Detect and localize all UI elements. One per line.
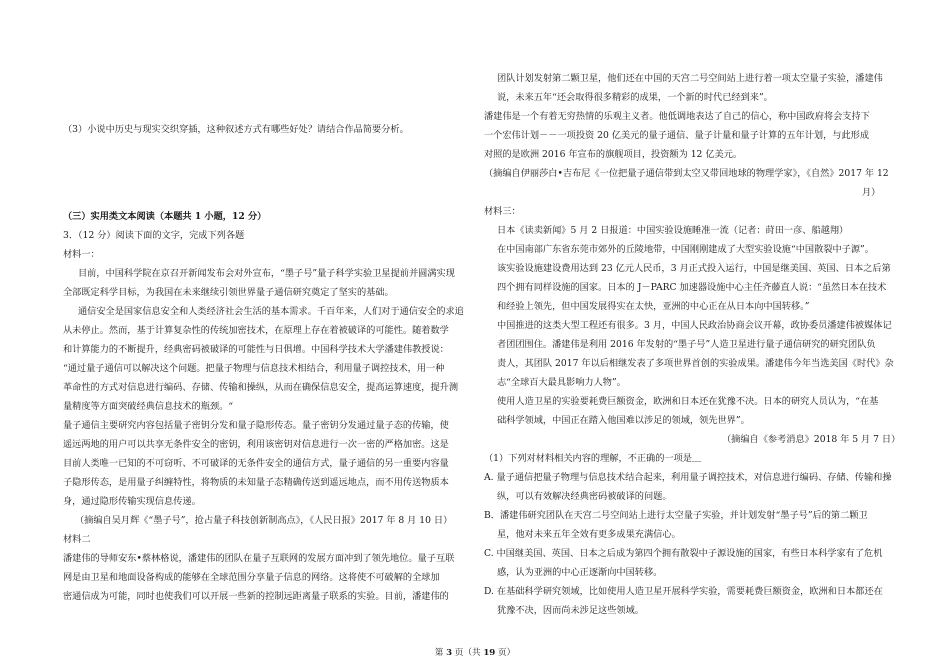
m2-cont-line: 团队计划发射第二颗卫星，他们还在中国的天宫二号空间站上进行着一项太空量子实验，潘建伟 [497, 73, 883, 84]
m2-line: 潘建伟的导师安东•蔡林格说，潘建伟的团队在量子互联网的发展方面冲到了领先地位。量子互联 [63, 553, 455, 564]
m1-line: 通信安全是国家信息安全和人类经济社会生活的基本需求。千百年来，人们对于通信安全的求追 [78, 306, 464, 317]
option-b-cont: 星，他对未来五年全效有更多成果充满信心。 [497, 529, 681, 540]
section-title: （三）实用类文本阅读（本题共 1 小题，12 分） [63, 211, 267, 222]
m1-line: 从未停止。然而，基于计算复杂性的传统加密技术，在原理上存在着被破译的可能性。随着数学 [63, 325, 449, 336]
m1-line: 目前，中国科学院在京召开新闻发布会对外宣布，“墨子号”量子科学实验卫星提前并圆满实现 [78, 268, 455, 279]
m3-line: 日本《读卖新闻》5 月 2 日报道：中国实验设施睡准一流（记者：莳田一彦、船越翔） [497, 225, 849, 236]
m3-line: 四个拥有同样设施的国家。日本的 J－PARC 加速器设施中心主任齐藤直人说：“虽然日本在技术 [497, 282, 887, 293]
m3-line: 责人，其团队 2017 年以后相继发表了多项世界首创的实验成果。潘建伟今年当选美国《时代》杂 [497, 358, 894, 369]
m3-source: （摘编自《参考消息》2018 年 5 月 7 日） [722, 434, 901, 445]
option-c-cont: 感，认为亚洲的中心正逐渐向中国转移。 [497, 567, 663, 578]
option-b: B．潘建伟研究团队在天宫二号空间站上进行太空量子实验，并计划发射“墨子号”后的第二颗卫 [484, 510, 868, 521]
option-d: D. 在基础科学研究领域，比如使用人造卫星开展科学实验，需要耗费巨额资金，欧洲和日本都还在 [484, 586, 883, 597]
m1-line: 量精度等方面突破经典信息技术的瓶颈。“ [63, 401, 234, 412]
material-1-label: 材料一： [63, 249, 100, 260]
option-a: A. 量子通信把量子物理与信息技术结合起来，利用量子调控技术，对信息进行编码、存储、传输和操 [484, 472, 892, 483]
m2-cont-line: 说，未来五年“还会取得很多精彩的成果，一个新的时代已经到来”。 [497, 92, 773, 103]
m3-line: 础科学领域，中国正在踏入他国难以涉足的领域，领先世界”。 [497, 415, 750, 426]
material-2-label: 材料二 [63, 534, 91, 545]
material-3-label: 材料三： [484, 206, 521, 217]
m3-line: 中国推进的这类大型工程还有很多。3 月，中国人民政治协商会议开幕，政协委员潘建伟被媒体记 [497, 320, 892, 331]
q3-prompt: （3）小说中历史与现实交织穿插，这种叙述方式有哪些好处？请结合作品简要分析。 [63, 124, 409, 135]
m2-cont-line: 潘建伟是一个有着无穷热情的乐观主义者。他低调地表达了自己的信心，称中国政府将会支持下 [484, 111, 870, 122]
m3-line: 和经验上领先，但中国发展得实在太快，亚洲的中心正在从日本向中国转移。” [497, 301, 810, 312]
m3-line: 使用人造卫星的实验要耗费巨额资金，欧洲和日本还在犹豫不决。日本的研究人员认为，“在基 [497, 396, 879, 407]
m1-line: 和计算能力的不断提升，经典密码被破译的可能性与日俱增。中国科学技术大学潘建伟教授说： [63, 344, 449, 355]
m3-line: 志“全球百大最具影响力人物”。 [497, 377, 626, 388]
option-c: C. 中国继美国、英国、日本之后成为第四个拥有散裂中子源设施的国家，有些日本科学家有了危机 [484, 548, 883, 559]
m1-line: “通过量子通信可以解决这个问题。把量子物理与信息技术相结合，利用量子调控技术，用一种 [63, 363, 445, 374]
m1-line: 身，通过隐形传输实现信息传递。 [63, 496, 201, 507]
m3-line: 者团团围住。潘建伟是利用 2016 年发射的“墨子号”人造卫星进行量子通信研究的研究团队负 [497, 339, 876, 350]
m2-line: 密通信成为可能，同时也使我们可以开展一些新的控制远距离量子联系的实验。目前，潘建伟的 [63, 591, 449, 602]
m2-cont-line: 一个宏伟计划－－一项投资 20 亿美元的量子通信、量子计量和量子计算的五年计划，与此形成 [484, 130, 870, 141]
option-d-cont: 犹豫不决，因而尚未涉足这些领域。 [497, 605, 644, 616]
question-intro: 3．（12 分）阅读下面的文字，完成下列各题 [63, 230, 245, 241]
m1-source: （摘编自吴月辉《“墨子号”，抢占量子科技创新制高点》，《人民日报》2017 年 8 月 10 日） [75, 515, 453, 526]
total-pages: 19 [483, 648, 496, 658]
m1-line: 遥远两地的用户可以共享无条件安全的密钥，利用该密钥对信息进行一次一密的严格加密。这是 [63, 439, 449, 450]
m3-line: 在中国南部广东省东莞市郊外的丘陵地带，中国刚刚建成了大型实验设施“中国散裂中子源”。 [497, 244, 874, 255]
option-a-cont: 纵，可以有效解决经典密码被破译的问题。 [497, 491, 672, 502]
m2-source-end: 月） [862, 187, 881, 198]
m1-line: 量子通信主要研究内容包括量子密钥分发和量子隐形传态。量子密钥分发通过量子态的传输，使 [63, 420, 449, 431]
m1-line: 目前人类唯一已知的不可窃听、不可破译的无条件安全的通信方式，量子通信的另一重要内容量 [63, 458, 449, 469]
m3-line: 该实验设施建设费用达到 23 亿元人民币，3 月正式投入运行，中国是继美国、英国、日本之后第 [497, 263, 891, 274]
m1-line: 革命性的方式对信息进行编码、存储、传输和操纵，从而在确保信息安全，提高运算速度，提升测 [63, 382, 459, 393]
m1-line: 全部既定科学目标，为我国在未来继续引领世界量子通信研究奠定了坚实的基础。 [63, 287, 394, 298]
m2-source: （摘编自伊丽莎白•吉布尼《一位把量子通信带到太空又带回地球的物理学家》，《自然》2017 年 12 [484, 168, 889, 179]
m2-cont-line: 对照的是欧洲 2016 年宣布的旗舰项目，投资额为 12 亿美元。 [484, 149, 743, 160]
page-number: 第 3 页（共 19 页） [434, 648, 516, 658]
question-1-stem: （1）下列对材料相关内容的理解，不正确的一项是＿ [484, 453, 702, 464]
current-page: 3 [446, 648, 453, 658]
m2-line: 网是由卫星和地面设备构成的能够在全球范围分享量子信息的网络。这将使不可破解的全球加 [63, 572, 440, 583]
m1-line: 子隐形传态，是用量子纠缠特性，将物质的未知量子态精确传送到遥远地点，而不用传送物质本 [63, 477, 449, 488]
